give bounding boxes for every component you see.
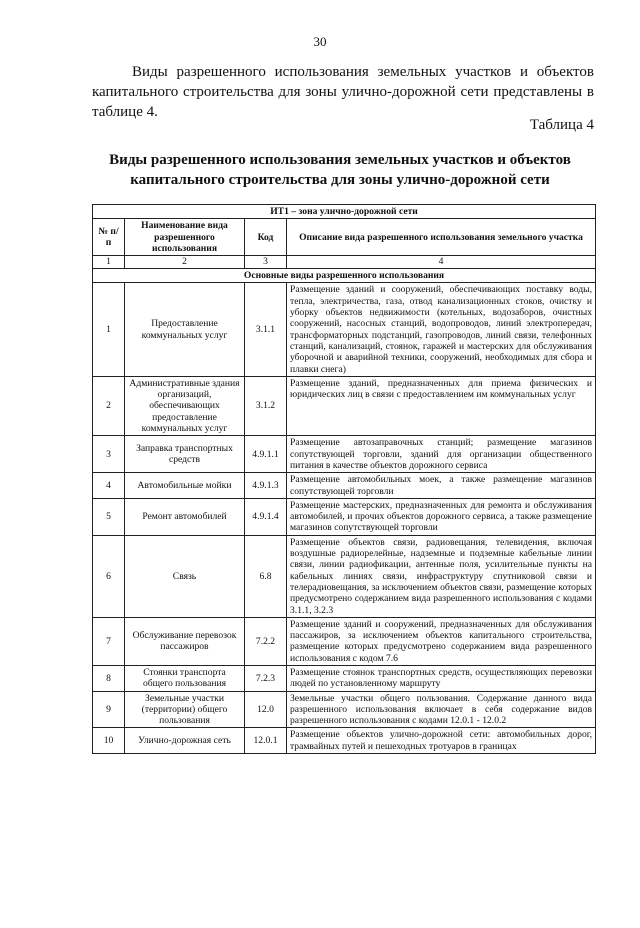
use-code: 4.9.1.3 xyxy=(245,473,287,499)
use-code: 4.9.1.1 xyxy=(245,436,287,473)
header-name: Наименование вида разрешенного использования xyxy=(125,219,245,256)
table-label: Таблица 4 xyxy=(529,117,594,133)
use-name: Предоставление коммунальных услуг xyxy=(125,283,245,376)
table-row xyxy=(93,498,596,535)
use-description: Размещение зданий и сооружений, предназначенных для обслуживания пассажиров, за исключением объектов капитального строительства, размещение которых предусмотрено содержанием вида разрешенного использования с кодом 7.6 xyxy=(287,617,596,665)
permitted-use-table xyxy=(92,204,596,754)
column-index-row xyxy=(93,256,596,269)
table-row xyxy=(93,728,596,754)
use-description: Размещение автозаправочных станций; размещение магазинов сопутствующей торговли, зданий для организации общественного питания в качестве объектов дорожного сервиса xyxy=(287,436,596,473)
column-index: 4 xyxy=(287,256,596,269)
section-row xyxy=(93,269,596,283)
row-number: 8 xyxy=(93,665,125,691)
use-name: Стоянки транспорта общего пользования xyxy=(125,665,245,691)
column-header-row xyxy=(93,219,596,256)
table-row xyxy=(93,436,596,473)
table-title: Виды разрешенного использования земельных участков и объектов капитального строительства для зоны улично-дорожной сети xyxy=(109,152,571,188)
row-number: 2 xyxy=(93,376,125,435)
use-description: Размещение зданий, предназначенных для приема физических и юридических лиц в связи с предоставлением им коммунальных услуг xyxy=(287,376,596,435)
use-name: Связь xyxy=(125,535,245,617)
use-name: Административные здания организаций, обеспечивающих предоставление коммунальных услуг xyxy=(125,376,245,435)
use-name: Земельные участки (территории) общего пользования xyxy=(125,691,245,728)
table-row xyxy=(93,665,596,691)
use-description: Земельные участки общего пользования. Содержание данного вида разрешенного использования включает в себя содержание видов разрешенного использования с кодами 12.0.1 - 12.0.2 xyxy=(287,691,596,728)
section-title: Основные виды разрешенного использования xyxy=(93,269,596,283)
use-description: Размещение стоянок транспортных средств, осуществляющих перевозки людей по установленному маршруту xyxy=(287,665,596,691)
use-code: 12.0 xyxy=(245,691,287,728)
use-name: Ремонт автомобилей xyxy=(125,498,245,535)
use-code: 7.2.2 xyxy=(245,617,287,665)
row-number: 1 xyxy=(93,283,125,376)
table-row xyxy=(93,283,596,376)
column-index: 1 xyxy=(93,256,125,269)
use-code: 3.1.1 xyxy=(245,283,287,376)
use-description: Размещение мастерских, предназначенных для ремонта и обслуживания автомобилей, и прочих объектов дорожного сервиса, а также размещение магазинов сопутствующей торговли xyxy=(287,498,596,535)
use-name: Улично-дорожная сеть xyxy=(125,728,245,754)
use-description: Размещение автомобильных моек, а также размещение магазинов сопутствующей торговли xyxy=(287,473,596,499)
column-index: 3 xyxy=(245,256,287,269)
use-code: 7.2.3 xyxy=(245,665,287,691)
use-description: Размещение зданий и сооружений, обеспечивающих поставку воды, тепла, электричества, газа, отвод канализационных стоков, очистку и уборку объектов недвижимости (котельных, водозаборов, очистных сооружений, насосных станций, водопроводов, линий электропередач, трансформаторных подстанций, газопроводов, линий связи, телефонных станций, канализаций, стоянок, гаражей и мастерских для обслуживания уборочной и аварийной техники, сооружений, необходимых для сбора и плавки снега) xyxy=(287,283,596,376)
row-number: 3 xyxy=(93,436,125,473)
use-name: Заправка транспортных средств xyxy=(125,436,245,473)
header-num: № п/п xyxy=(93,219,125,256)
zone-header: ИТ1 – зона улично-дорожной сети xyxy=(93,205,596,219)
header-code: Код xyxy=(245,219,287,256)
row-number: 9 xyxy=(93,691,125,728)
table-row xyxy=(93,617,596,665)
column-index: 2 xyxy=(125,256,245,269)
page-number: 30 xyxy=(313,34,327,49)
intro-paragraph: Виды разрешенного использования земельных участков и объектов капитального строительства для зоны улично-дорожной сети представлены в таблице 4. xyxy=(92,64,594,120)
table-row xyxy=(93,691,596,728)
use-code: 4.9.1.4 xyxy=(245,498,287,535)
use-code: 6.8 xyxy=(245,535,287,617)
row-number: 5 xyxy=(93,498,125,535)
use-description: Размещение объектов связи, радиовещания, телевидения, включая воздушные радиорелейные, надземные и подземные кабельные линии связи, линии радиофикации, антенные поля, усилительные пункты на кабельных линиях связи, инфраструктуру спутниковой связи и телерадиовещания, за исключением объектов связи, размещение которых предусмотрено содержанием вида разрешенного использования с кодами 3.1.1, 3.2.3 xyxy=(287,535,596,617)
use-name: Автомобильные мойки xyxy=(125,473,245,499)
table-row xyxy=(93,376,596,435)
row-number: 10 xyxy=(93,728,125,754)
use-description: Размещение объектов улично-дорожной сети: автомобильных дорог, трамвайных путей и пешеходных тротуаров в границах xyxy=(287,728,596,754)
row-number: 4 xyxy=(93,473,125,499)
zone-header-row xyxy=(93,205,596,219)
row-number: 6 xyxy=(93,535,125,617)
table-row xyxy=(93,535,596,617)
use-code: 3.1.2 xyxy=(245,376,287,435)
row-number: 7 xyxy=(93,617,125,665)
use-code: 12.0.1 xyxy=(245,728,287,754)
use-name: Обслуживание перевозок пассажиров xyxy=(125,617,245,665)
table-row xyxy=(93,473,596,499)
header-desc: Описание вида разрешенного использования земельного участка xyxy=(287,219,596,256)
